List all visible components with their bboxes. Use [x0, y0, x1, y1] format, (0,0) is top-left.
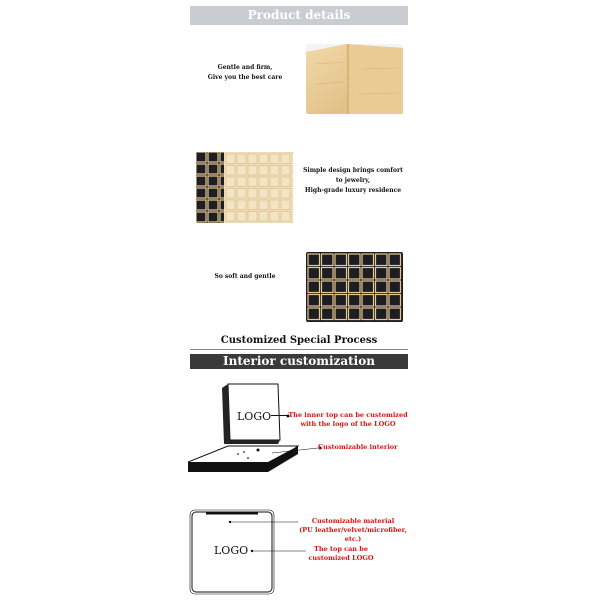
tray-slot — [362, 308, 374, 320]
tray-slot — [208, 176, 218, 186]
tray-lid-slot — [270, 212, 279, 222]
tray-slot — [335, 268, 347, 280]
velvet-tray-photo — [306, 252, 403, 322]
tray-lid-slot — [248, 189, 257, 199]
feature-3-caption — [205, 272, 285, 282]
tray-slot — [389, 308, 401, 320]
tray-slot — [208, 200, 218, 210]
tray-slot — [389, 295, 401, 307]
tray-slot — [376, 254, 388, 266]
wood-lid-photo — [306, 44, 403, 114]
tray-slot — [196, 176, 206, 186]
material-line-2: (PU leather/velvet/microfiber, etc.) — [299, 526, 407, 543]
feature-2-line-3: High-grade luxury residence — [304, 187, 402, 194]
tray-lid-slot — [226, 200, 235, 210]
tray-lid-slot — [270, 189, 279, 199]
tray-slot — [208, 164, 218, 174]
tray-slot — [308, 254, 320, 266]
tray-slot — [308, 268, 320, 280]
tray-lid-slot — [226, 212, 235, 222]
tray-slot — [362, 281, 374, 293]
top-logo-line-1: The top can be — [314, 545, 368, 553]
tray-lid-slot — [270, 154, 279, 164]
tray-slot — [208, 212, 218, 222]
tray-lid-slot — [237, 189, 246, 199]
feature-2-line-2: to jewelry, — [335, 177, 371, 184]
tray-lid-slot — [281, 154, 290, 164]
inner-top-line-2: with the logo of the LOGO — [300, 420, 396, 428]
tray-slot — [349, 254, 361, 266]
tray-lid-slot — [281, 166, 290, 176]
tray-slot — [308, 281, 320, 293]
tray-lid-slot — [226, 189, 235, 199]
tray-slot — [349, 308, 361, 320]
tray-slot — [376, 281, 388, 293]
process-title: Customized Special Process — [220, 335, 378, 346]
tray-lid-slot — [237, 212, 246, 222]
tray-slot — [208, 188, 218, 198]
tray-lid-slot — [259, 200, 268, 210]
tray-lid-slot — [226, 154, 235, 164]
tray-slot — [335, 254, 347, 266]
inner-top-line-1: The inner top can be customized — [288, 411, 408, 419]
tray-lid-slot — [226, 166, 235, 176]
tray-slot — [362, 268, 374, 280]
customizable-interior-note: Customizable interior — [318, 443, 398, 451]
tray-lid-slot — [281, 177, 290, 187]
tray-lid-slot — [259, 212, 268, 222]
tray-slot — [196, 152, 206, 162]
tray-lid-slot — [281, 212, 290, 222]
tray-slot — [376, 295, 388, 307]
tray-slot — [208, 152, 218, 162]
tray-slot — [196, 200, 206, 210]
tray-slot — [362, 295, 374, 307]
interior-logo: LOGO — [237, 410, 272, 423]
tray-lid-slot — [259, 166, 268, 176]
tray-lid-slot — [270, 200, 279, 210]
tray-lid-slot — [226, 177, 235, 187]
top-logo: LOGO — [214, 544, 249, 557]
tray-slot — [362, 254, 374, 266]
tray-grid-photo — [196, 152, 293, 223]
tray-lid-slot — [237, 166, 246, 176]
tray-slot — [322, 308, 334, 320]
product-details-banner: Product details — [190, 6, 408, 25]
tray-lid-slot — [248, 212, 257, 222]
tray-slot — [335, 281, 347, 293]
tray-lid-slot — [248, 166, 257, 176]
tray-lid-slot — [270, 166, 279, 176]
feature-1-line-2: Give you the best care — [207, 74, 283, 81]
tray-slot — [322, 281, 334, 293]
top-logo-note — [306, 545, 376, 563]
feature-2-line-1: Simple design brings comfort — [303, 167, 403, 174]
tray-lid-slot — [270, 177, 279, 187]
tray-slot — [349, 268, 361, 280]
tray-slot — [322, 295, 334, 307]
tray-slot — [389, 268, 401, 280]
tray-slot — [335, 295, 347, 307]
tray-slot — [349, 295, 361, 307]
tray-lid-slot — [259, 177, 268, 187]
tray-slot — [389, 281, 401, 293]
tray-slot — [349, 281, 361, 293]
tray-lid-slot — [281, 200, 290, 210]
divider — [190, 349, 408, 350]
tray-lid-slot — [248, 177, 257, 187]
tray-slot — [308, 295, 320, 307]
feature-3-line-1: So soft and gentle — [214, 273, 276, 280]
tray-slot — [196, 212, 206, 222]
material-note — [296, 517, 410, 544]
tray-lid-slot — [259, 189, 268, 199]
tray-slot — [335, 308, 347, 320]
tray-lid-slot — [237, 200, 246, 210]
tray-lid-slot — [237, 177, 246, 187]
tray-slot — [196, 188, 206, 198]
tray-slot — [322, 268, 334, 280]
top-logo-line-2: customized LOGO — [308, 554, 374, 562]
feature-1-caption — [205, 63, 285, 83]
tray-lid-slot — [248, 200, 257, 210]
tray-slot — [196, 164, 206, 174]
tray-slot — [376, 308, 388, 320]
logo-leader-line — [271, 415, 287, 416]
tray-slot — [389, 254, 401, 266]
tray-slot — [322, 254, 334, 266]
interior-customization-banner: Interior customization — [190, 354, 408, 369]
tray-lid-slot — [237, 154, 246, 164]
tray-slot — [308, 308, 320, 320]
inner-top-note — [288, 411, 408, 429]
tray-lid-slot — [259, 154, 268, 164]
feature-1-line-1: Gentle and firm, — [217, 64, 273, 71]
tray-slot — [376, 268, 388, 280]
tray-lid-slot — [281, 189, 290, 199]
material-line-1: Customizable material — [311, 517, 395, 525]
tray-lid-slot — [248, 154, 257, 164]
feature-2-caption — [303, 166, 403, 196]
